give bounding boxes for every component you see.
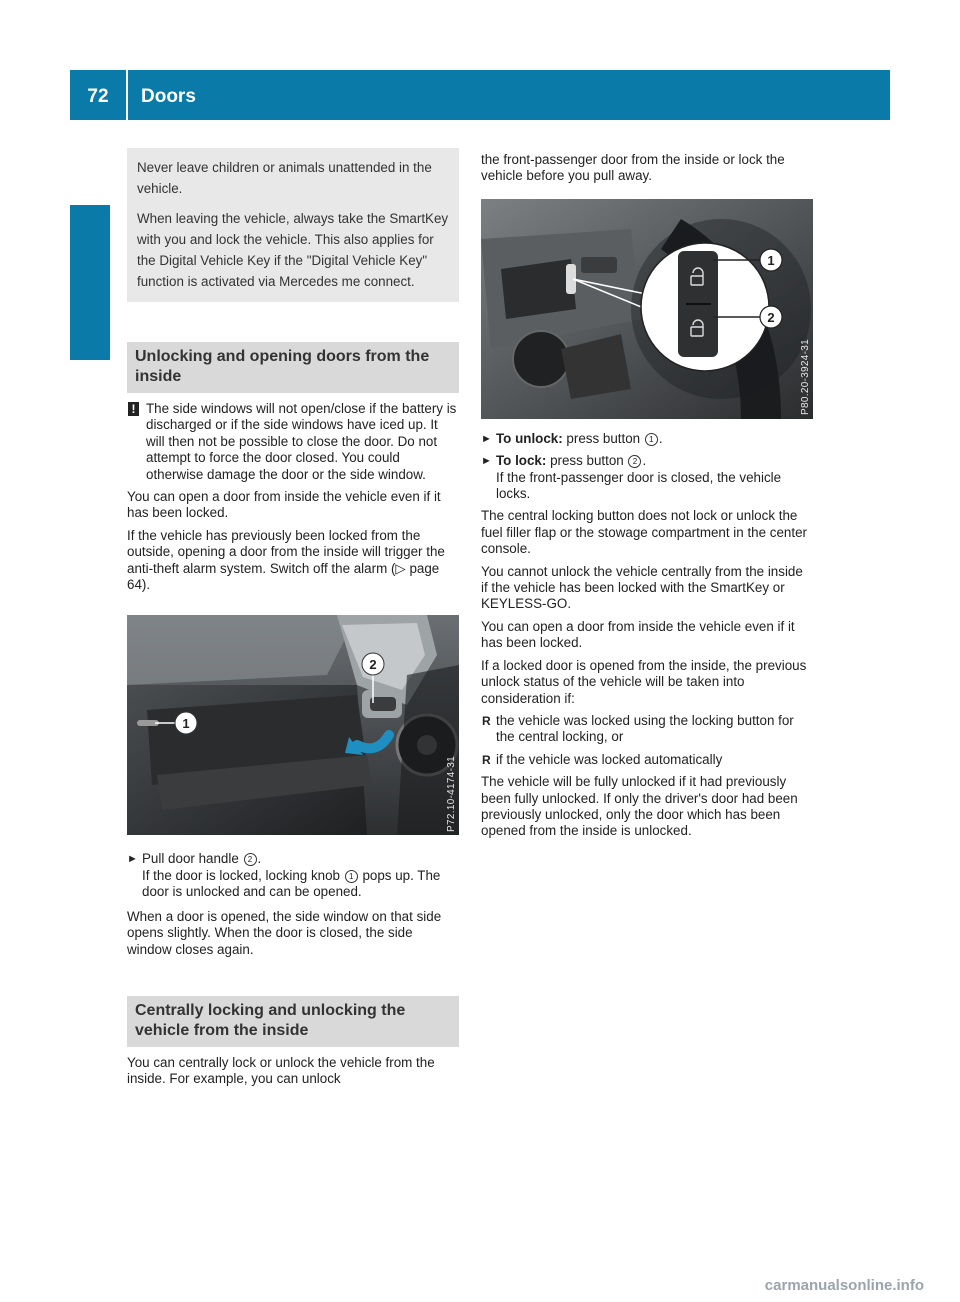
step-text: Pull door handle: [142, 851, 243, 867]
figure2-code: P80.20-3924-31: [800, 338, 811, 415]
step-label: To lock:: [496, 453, 547, 469]
body-paragraph: If a locked door is opened from the inside, the previous unlock status of the vehicle will be taken into consideration if:: [481, 657, 807, 706]
list-item: [481, 752, 813, 768]
step-text: If the front-passenger door is closed, the vehicle locks.: [496, 469, 782, 502]
figure2-callout-1: 1: [767, 252, 775, 268]
figure1-callout-2: 2: [369, 657, 377, 673]
exclamation-icon: !: [128, 402, 139, 416]
callout-ref: 2: [628, 455, 641, 468]
warning-paragraph: Never leave children or animals unattended in the vehicle.: [137, 160, 432, 196]
locking-buttons-illustration: [481, 199, 813, 419]
side-tab-marker: [70, 205, 110, 360]
step-arrow-icon: ►: [127, 853, 138, 866]
door-interior-illustration: [127, 615, 459, 835]
body-paragraph: [127, 528, 459, 594]
step-text: .: [642, 453, 647, 469]
body-paragraph: The central locking button does not lock or unlock the fuel filler flap or the stowage compartment in the center console.: [481, 508, 808, 557]
step-text: press button: [546, 453, 628, 469]
step-pull-handle: [127, 851, 459, 900]
bullet-icon: R: [482, 713, 491, 728]
callout-ref: 1: [345, 870, 358, 883]
body-paragraph: The vehicle will be fully unlocked if it had previously been fully unlocked. If only the driver's door had been previously unlocked, only the door which has been opened from the inside is unlocked.: [481, 774, 798, 839]
step-arrow-icon: ►: [481, 432, 492, 445]
body-paragraph: When a door is opened, the side window on that side opens slightly. When the door is closed, the side window closes again.: [127, 908, 442, 957]
figure2-callout-2: 2: [767, 309, 775, 325]
body-paragraph: the front-passenger door from the inside or lock the vehicle before you pull away.: [481, 152, 785, 184]
body-paragraph: You can open a door from inside the vehicle even if it has been locked.: [127, 489, 441, 521]
list-item-text: the vehicle was locked using the locking button for the central locking, or: [496, 712, 794, 745]
left-column: [127, 148, 459, 1094]
bullet-icon: R: [482, 752, 491, 767]
step-lock: [481, 453, 813, 502]
step-label: To unlock:: [496, 430, 563, 446]
step-text: If the door is locked, locking knob: [142, 867, 344, 883]
body-text: If the vehicle has previously been locked from the outside, opening a door from the inside will trigger the anti-theft alarm system. Switch off the alarm (: [127, 527, 445, 576]
figure1-code: P72.10-4174-31: [446, 755, 457, 832]
page-ref-arrow-icon[interactable]: ▷: [395, 560, 406, 576]
list-item: [481, 713, 813, 746]
footer-watermark: carmanualsonline.info: [764, 1277, 924, 1294]
step-unlock: [481, 431, 813, 447]
note-paragraph: [127, 401, 459, 483]
body-paragraph: You can open a door from inside the vehicle even if it has been locked.: [481, 618, 795, 651]
chapter-title: Doors: [141, 86, 196, 107]
list-item-text: if the vehicle was locked automatically: [496, 751, 723, 767]
figure1-callout-1: 1: [182, 716, 190, 732]
callout-ref: 2: [244, 853, 257, 866]
right-column: [481, 152, 813, 846]
step-text: .: [658, 430, 663, 446]
section-heading-central-locking: Centrally locking and unlocking the vehicle from the inside: [127, 996, 459, 1047]
page-header: [70, 70, 890, 120]
step-text: pops up. The door is unlocked and can be opened.: [142, 867, 441, 900]
step-text: .: [257, 851, 262, 867]
warning-box: [127, 148, 459, 302]
note-text: The side windows will not open/close if the battery is discharged or if the side windows have iced up. It will then not be possible to close the door. Do not attempt to force the door closed. You could otherwise damage the door or the side window.: [146, 401, 457, 482]
callout-ref: 1: [645, 433, 658, 446]
body-paragraph: You can centrally lock or unlock the vehicle from the inside. For example, you can unlock: [127, 1054, 435, 1087]
step-text: press button: [562, 430, 644, 446]
body-paragraph: You cannot unlock the vehicle centrally from the inside if the vehicle has been locked with the SmartKey or KEYLESS-GO.: [481, 563, 803, 612]
side-section-label: [69, 370, 109, 600]
page-ref-link[interactable]: page 64).: [127, 560, 440, 593]
door-interior-figure: [127, 615, 459, 835]
section-heading-unlocking: Unlocking and opening doors from the inside: [127, 342, 459, 393]
step-arrow-icon: ►: [481, 455, 492, 468]
page-number: 72: [70, 70, 128, 120]
locking-buttons-figure: [481, 199, 813, 419]
warning-paragraph: When leaving the vehicle, always take the SmartKey with you and lock the vehicle. This also applies for the Digital Vehicle Key if the "Digital Vehicle Key" function is activated via Mercedes me connect.: [137, 211, 449, 289]
